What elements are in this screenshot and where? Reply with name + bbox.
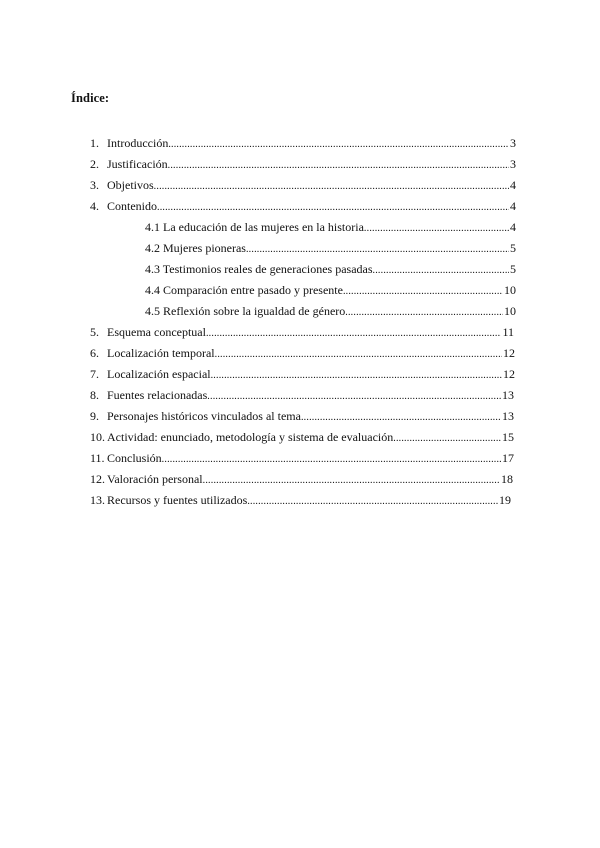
toc-entry-label: Contenido [107,199,157,213]
toc-entry-number: 13. [90,493,105,507]
toc-entry-label: Recursos y fuentes utilizados [107,493,248,507]
toc-entry-page: 3 [510,136,516,150]
toc-leader-dots [393,432,501,446]
toc-entry-page: 13 [502,409,514,423]
toc-entry-number: 7. [90,367,99,381]
toc-subentry [145,241,516,257]
toc-entry-page: 12 [503,367,515,381]
toc-leader-dots [207,390,501,404]
toc-entry-number: 8. [90,388,99,402]
toc-entry-label: 4.3 Testimonios reales de generaciones pasadas [145,262,373,276]
toc-entry-number: 4. [90,199,99,213]
toc-subentry [145,262,516,278]
toc-leader-dots [345,306,503,320]
toc-entry [90,388,514,404]
toc-leader-dots [215,348,502,362]
toc-leader-dots [162,453,501,467]
toc-entry-number: 1. [90,136,99,150]
toc-subentry [145,283,516,299]
toc-leader-dots [343,285,503,299]
toc-entry-label: 4.4 Comparación entre pasado y presente [145,283,343,297]
toc-entry-label: Personajes históricos vinculados al tema [107,409,301,423]
toc-entry-label: Actividad: enunciado, metodología y sistema de evaluación [107,430,394,444]
toc-leader-dots [364,222,509,236]
toc-entry-label: 4.5 Reflexión sobre la igualdad de género [145,304,346,318]
toc-entry [90,451,514,467]
toc-entry-label: 4.1 La educación de las mujeres en la historia [145,220,364,234]
toc-entry-label: Introducción [107,136,169,150]
toc-entry-page: 10 [504,304,516,318]
toc-entry [90,472,513,488]
toc-leader-dots [211,369,502,383]
toc-leader-dots [203,474,500,488]
toc-entry [90,136,516,152]
toc-entry-page: 10 [504,283,516,297]
toc-entry-page: 15 [502,430,514,444]
toc-entry-page: 5 [510,241,516,255]
toc-subentry [145,304,516,320]
toc-leader-dots [373,264,509,278]
toc-leader-dots [246,243,509,257]
toc-entry-number: 5. [90,325,99,339]
toc-entry-page: 4 [510,199,516,213]
toc-entry-number: 3. [90,178,99,192]
toc-entry-label: Conclusión [107,451,162,465]
index-title: Índice: [71,91,110,105]
toc-entry-number: 9. [90,409,99,423]
toc-entry-number: 10. [90,430,105,444]
toc-entry-number: 6. [90,346,99,360]
toc-entry [90,493,511,509]
toc-entry-label: Justificación [107,157,168,171]
toc-entry-number: 12. [90,472,105,486]
toc-entry-page: 11 [502,325,514,339]
toc-leader-dots [154,180,509,194]
toc-entry-label: Localización temporal [107,346,215,360]
toc-entry [90,430,514,446]
toc-entry-page: 12 [503,346,515,360]
toc-entry-number: 2. [90,157,99,171]
toc-entry-label: Localización espacial [107,367,211,381]
toc-entry [90,325,514,341]
toc-entry [90,367,515,383]
toc-entry-label: 4.2 Mujeres pioneras [145,241,246,255]
toc-leader-dots [157,201,509,215]
toc-leader-dots [168,138,509,152]
toc-entry-label: Fuentes relacionadas [107,388,208,402]
toc-entry-page: 4 [510,220,516,234]
toc-entry-page: 19 [499,493,511,507]
toc-entry-number: 11. [90,451,105,465]
toc-entry-page: 5 [510,262,516,276]
toc-entry [90,178,516,194]
toc-entry [90,157,516,173]
toc-leader-dots [206,327,501,341]
toc-leader-dots [301,411,501,425]
toc-entry-page: 13 [502,388,514,402]
toc-entry-label: Objetivos [107,178,154,192]
toc-leader-dots [168,159,509,173]
toc-entry-page: 18 [501,472,513,486]
toc-subentry [145,220,516,236]
toc-entry-page: 3 [510,157,516,171]
toc-entry [90,199,516,215]
toc-entry-label: Esquema conceptual [107,325,206,339]
toc-leader-dots [247,495,498,509]
toc-entry [90,409,514,425]
toc-entry [90,346,515,362]
toc-entry-page: 4 [510,178,516,192]
toc-entry-page: 17 [502,451,514,465]
toc-entry-label: Valoración personal [107,472,203,486]
